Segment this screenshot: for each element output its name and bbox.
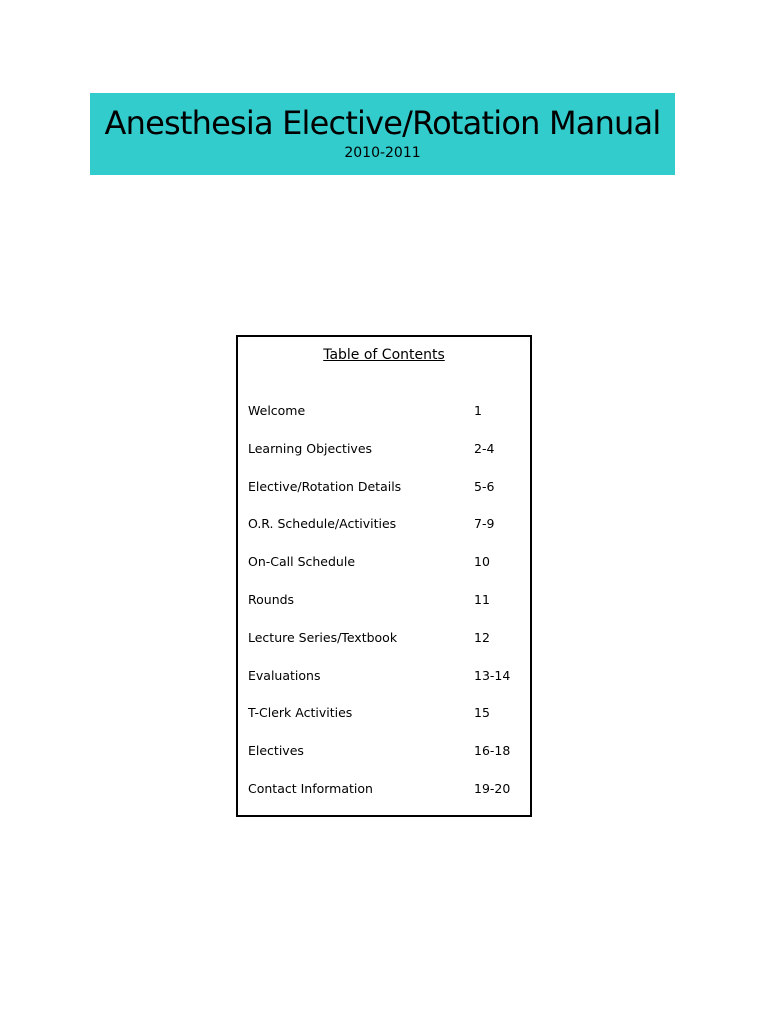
toc-entry (248, 592, 520, 630)
toc-entry (248, 630, 520, 668)
toc-entry-page: 13-14 (474, 667, 511, 683)
toc-entry-page: 10 (474, 554, 490, 570)
toc-entry-page: 12 (474, 629, 490, 645)
toc-heading: Table of Contents (323, 347, 445, 363)
toc-entry (248, 479, 520, 517)
toc-entry-label: Rounds (248, 591, 295, 607)
toc-entry (248, 516, 520, 554)
toc-entry-label: Lecture Series/Textbook (248, 629, 398, 645)
title-banner (90, 93, 675, 175)
toc-entry-page: 1 (474, 403, 482, 418)
toc-entry-label: T-Clerk Activities (248, 705, 353, 721)
toc-entry-page: 15 (474, 705, 490, 721)
toc-entry-page: 19-20 (474, 780, 511, 796)
document-year: 2010-2011 (344, 145, 421, 161)
toc-entry-label: Learning Objectives (248, 440, 373, 456)
toc-entry-label: Electives (248, 743, 304, 759)
toc-entry-page: 7-9 (474, 516, 495, 532)
toc-entry-page: 11 (474, 591, 490, 607)
toc-entry (248, 743, 520, 781)
toc-entry (248, 781, 520, 819)
toc-entry (248, 668, 520, 706)
toc-entry-label: Evaluations (248, 667, 321, 683)
toc-entry-label: On-Call Schedule (248, 554, 356, 570)
toc-entry-label: Welcome (248, 403, 306, 418)
toc-entry-page: 5-6 (474, 478, 495, 494)
toc-entry-label: O.R. Schedule/Activities (248, 516, 397, 532)
toc-entry (248, 403, 520, 441)
document-title: Anesthesia Elective/Rotation Manual (104, 104, 661, 142)
toc-entry (248, 705, 520, 743)
toc-entry-label: Elective/Rotation Details (248, 478, 402, 494)
toc-entry-page: 2-4 (474, 440, 495, 456)
toc-entry-page: 16-18 (474, 743, 511, 759)
toc-list (248, 403, 520, 819)
toc-entry (248, 554, 520, 592)
table-of-contents (236, 335, 532, 817)
toc-entry (248, 441, 520, 479)
toc-entry-label: Contact Information (248, 780, 373, 796)
